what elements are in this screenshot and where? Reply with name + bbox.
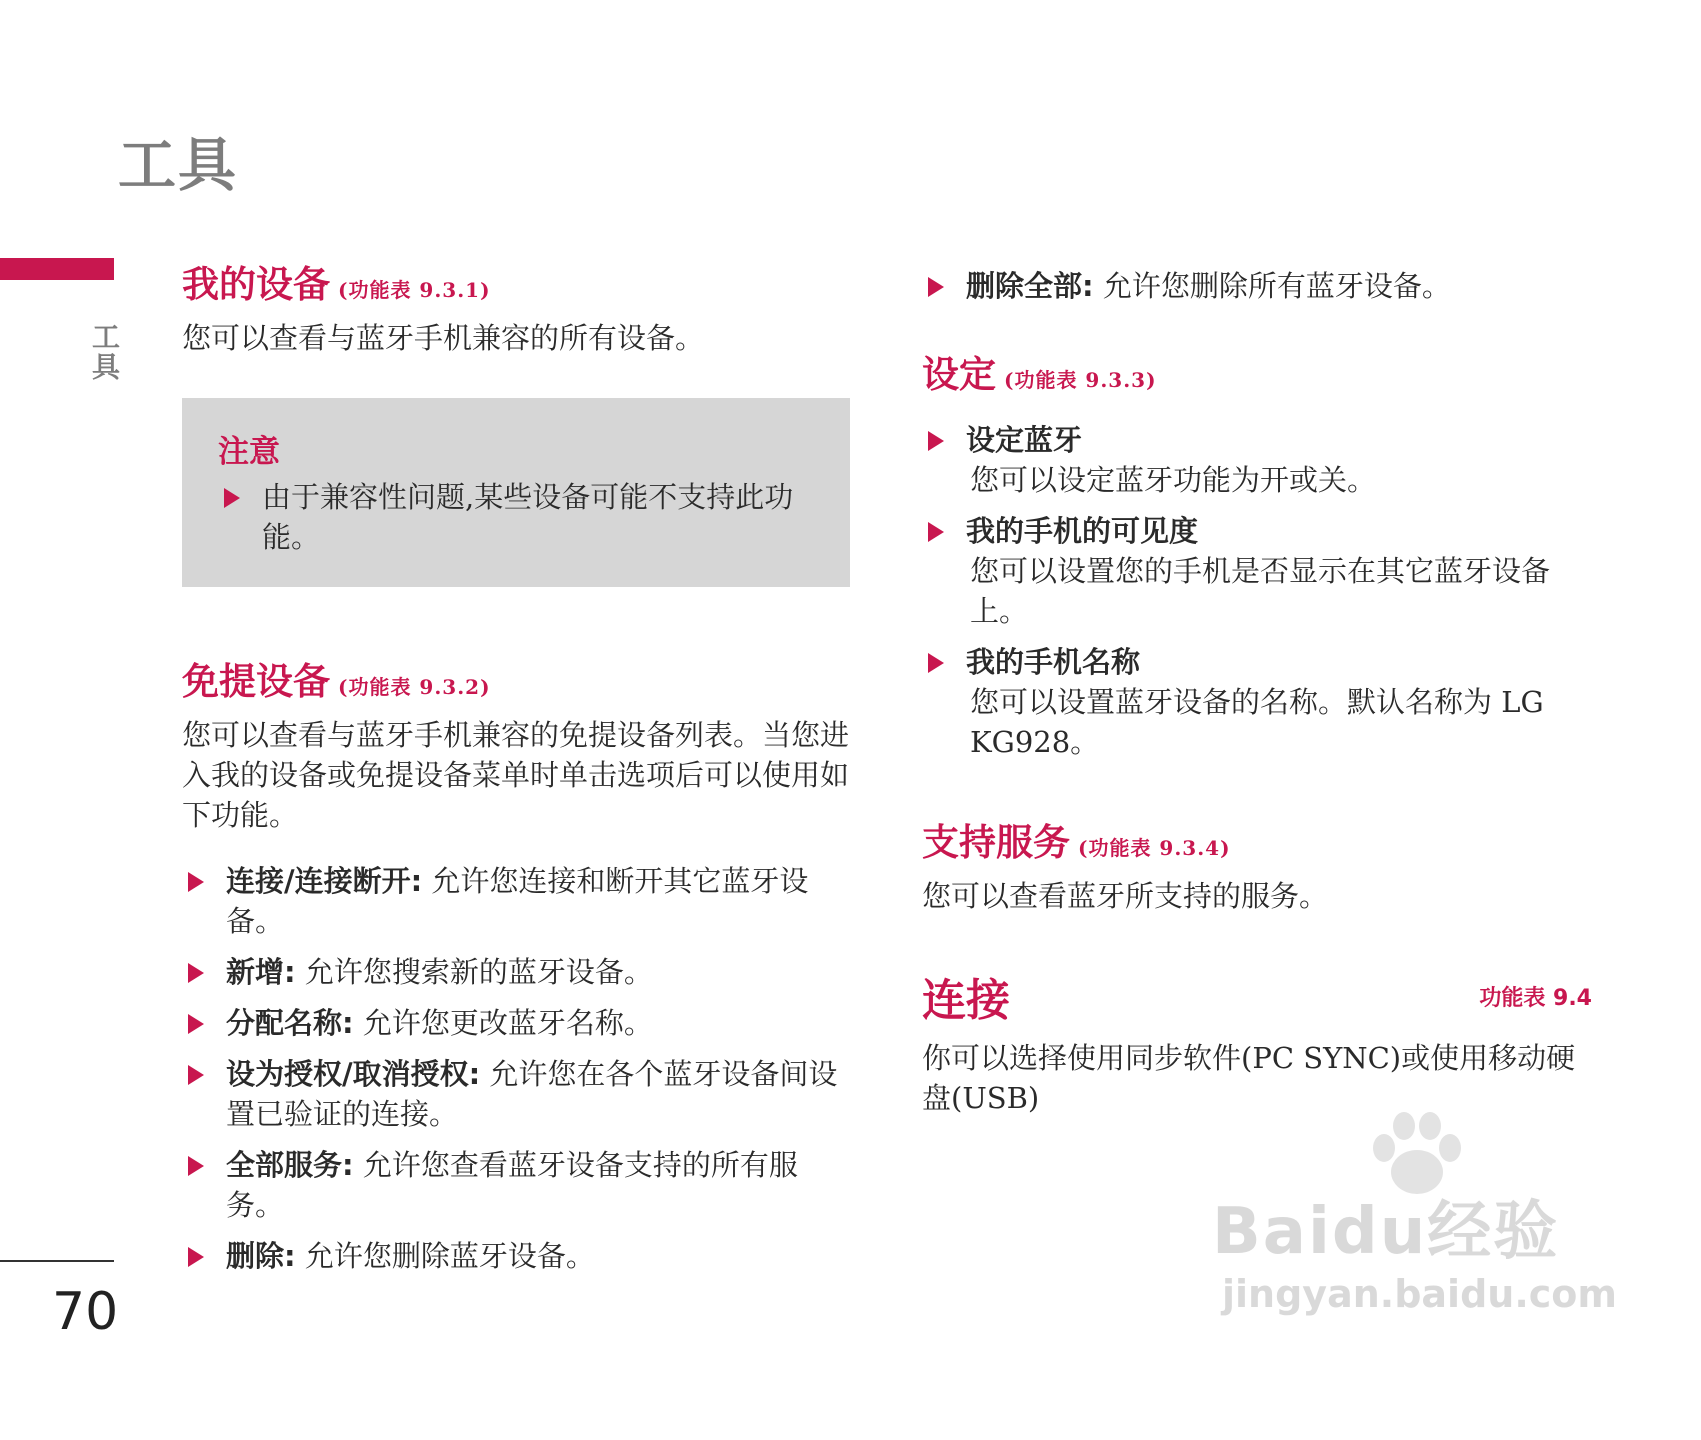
list-item xyxy=(182,1145,854,1225)
option-term: 删除全部: xyxy=(966,269,1094,303)
option-desc: 允许您更改蓝牙名称。 xyxy=(362,1006,653,1040)
section-heading xyxy=(182,651,854,705)
section-heading xyxy=(182,254,854,308)
triangle-bullet-icon xyxy=(224,488,240,508)
section-connect xyxy=(922,964,1592,1118)
menu-reference: 功能表 9.4 xyxy=(1479,985,1592,1011)
option-desc: 允许您连接和断开其它蓝牙设备。 xyxy=(226,864,809,938)
chapter-side-label: 工具 xyxy=(88,322,121,382)
section-title: 设定 xyxy=(922,353,996,396)
note-text: 由于兼容性问题,某些设备可能不支持此功能。 xyxy=(262,480,794,554)
list-item xyxy=(922,266,1602,306)
option-term: 删除: xyxy=(226,1239,296,1273)
setting-term: 设定蓝牙 xyxy=(966,423,1083,457)
section-title: 我的设备 xyxy=(182,263,330,306)
menu-reference: (功能表 9.3.4) xyxy=(1078,836,1231,860)
note-item xyxy=(218,477,814,557)
option-desc: 允许您删除所有蓝牙设备。 xyxy=(1102,269,1451,303)
page-title: 工具 xyxy=(118,131,239,199)
option-desc: 允许您查看蓝牙设备支持的所有服务。 xyxy=(226,1148,798,1222)
menu-reference: (功能表 9.3.1) xyxy=(338,278,491,302)
page-number-rule xyxy=(0,1260,114,1262)
option-term: 分配名称: xyxy=(226,1006,354,1040)
list-item xyxy=(182,952,854,992)
section-heading xyxy=(922,344,1602,398)
section-title: 免提设备 xyxy=(182,660,330,703)
section-heading xyxy=(922,964,1592,1028)
triangle-bullet-icon xyxy=(928,653,944,673)
option-term: 连接/连接断开: xyxy=(226,864,423,898)
section-my-devices xyxy=(182,254,854,358)
triangle-bullet-icon xyxy=(188,1014,204,1034)
option-term: 全部服务: xyxy=(226,1148,354,1182)
triangle-bullet-icon xyxy=(188,1156,204,1176)
setting-term: 我的手机的可见度 xyxy=(966,514,1199,548)
section-description: 您可以查看蓝牙所支持的服务。 xyxy=(922,879,1329,913)
list-item xyxy=(922,511,1602,631)
triangle-bullet-icon xyxy=(188,1247,204,1267)
page-number: 70 xyxy=(52,1282,119,1342)
section-heading xyxy=(922,812,1602,866)
paw-icon xyxy=(1362,1110,1472,1200)
menu-reference: (功能表 9.3.2) xyxy=(338,675,491,699)
note-title: 注意 xyxy=(218,434,280,470)
settings-list xyxy=(922,420,1602,762)
option-desc: 允许您在各个蓝牙设备间设置已验证的连接。 xyxy=(226,1057,838,1131)
option-desc: 允许您搜索新的蓝牙设备。 xyxy=(304,955,653,989)
section-description: 你可以选择使用同步软件(PC SYNC)或使用移动硬盘(USB) xyxy=(922,1041,1576,1115)
option-desc: 允许您删除蓝牙设备。 xyxy=(304,1239,595,1273)
note-list xyxy=(218,477,814,557)
list-item xyxy=(922,420,1602,500)
list-item xyxy=(922,642,1602,762)
section-settings xyxy=(922,344,1602,762)
list-item xyxy=(182,1054,854,1134)
setting-term: 我的手机名称 xyxy=(966,645,1141,679)
section-description: 您可以查看与蓝牙手机兼容的所有设备。 xyxy=(182,321,705,355)
section-title: 支持服务 xyxy=(922,821,1070,864)
watermark-brand: Baidu经验 xyxy=(1212,1195,1560,1269)
left-column xyxy=(182,254,854,1287)
setting-desc: 您可以设定蓝牙功能为开或关。 xyxy=(970,463,1377,497)
triangle-bullet-icon xyxy=(188,1065,204,1085)
triangle-bullet-icon xyxy=(928,277,944,297)
options-list-continued xyxy=(922,266,1602,306)
section-handsfree xyxy=(182,651,854,835)
option-term: 设为授权/取消授权: xyxy=(226,1057,481,1091)
note-box xyxy=(182,398,850,587)
option-term: 新增: xyxy=(226,955,296,989)
right-column xyxy=(922,266,1602,1118)
triangle-bullet-icon xyxy=(928,431,944,451)
watermark-url: jingyan.baidu.com xyxy=(1222,1272,1617,1316)
setting-desc: 您可以设置蓝牙设备的名称。默认名称为 LG KG928。 xyxy=(970,685,1544,759)
list-item xyxy=(182,861,854,941)
triangle-bullet-icon xyxy=(928,522,944,542)
chapter-tab-marker xyxy=(0,258,114,280)
section-description: 您可以查看与蓝牙手机兼容的免提设备列表。当您进入我的设备或免提设备菜单时单击选项后可以使用如下功能。 xyxy=(182,718,850,832)
triangle-bullet-icon xyxy=(188,872,204,892)
watermark xyxy=(1212,1180,1617,1316)
section-services xyxy=(922,812,1602,916)
setting-desc: 您可以设置您的手机是否显示在其它蓝牙设备上。 xyxy=(970,554,1551,628)
menu-reference: (功能表 9.3.3) xyxy=(1004,368,1157,392)
triangle-bullet-icon xyxy=(188,963,204,983)
list-item xyxy=(182,1003,854,1043)
section-title: 连接 xyxy=(922,975,1010,1026)
options-list xyxy=(182,861,854,1276)
list-item xyxy=(182,1236,854,1276)
